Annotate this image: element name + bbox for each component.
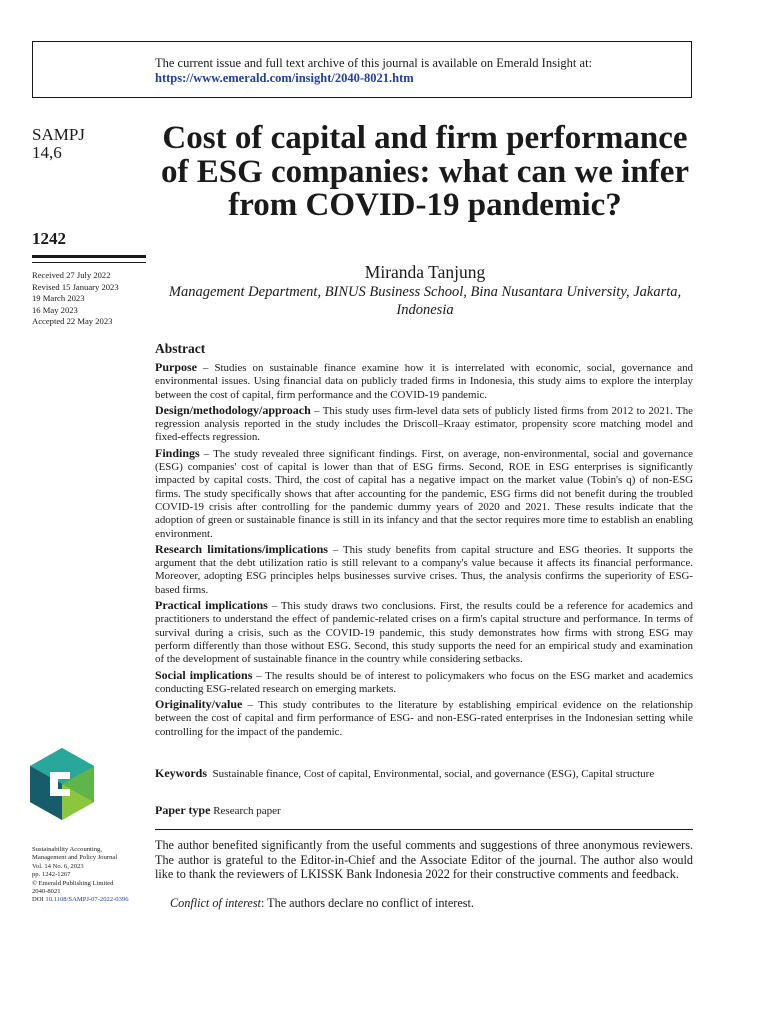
abstract-design <box>155 404 693 445</box>
pub-doi <box>32 896 152 904</box>
abstract-heading: Abstract <box>155 341 206 356</box>
keywords-label: Keywords <box>155 766 207 780</box>
abstract-body <box>155 361 693 741</box>
abstract-limitations <box>155 543 693 597</box>
date-revised: Revised 15 January 2023 <box>32 281 119 292</box>
date-accepted: Accepted 22 May 2023 <box>32 316 113 327</box>
section-label: Findings <box>155 445 200 460</box>
pub-volume: Vol. 14 No. 6, 2023 <box>32 862 84 870</box>
author-name: Miranda Tanjung <box>364 262 486 282</box>
volume-issue: 14,6 <box>32 143 62 162</box>
doi-link[interactable]: 10.1108/SAMPJ-07-2022-0396 <box>45 896 129 904</box>
keywords-text: Sustainable finance, Cost of capital, Environmental, social, and governance (ESG), Capital structure <box>212 768 655 780</box>
paper-type <box>155 803 693 818</box>
conflict-of-interest <box>170 896 690 911</box>
acknowledgement <box>155 838 693 882</box>
section-label: Originality/value <box>155 697 243 712</box>
section-text: – Studies on sustainable finance examine how it is interrelated with economic, social, governance and environmental issues. Using financial data on publicly traded firms in Indonesia, this study aims to explore the interplay between the cost of capital, firm performance and the COVID-19 pandemic. <box>155 362 693 401</box>
abstract-findings <box>155 447 693 541</box>
article-title: Cost of capital and firm performance of ESG companies: what can we infer from COVID-19 pandemic? <box>161 120 689 223</box>
acknowledgement-text: The author benefited significantly from the useful comments and suggestions of three anonymous reviewers. The author is grateful to the Editor-in-Chief and the Associate Editor of the journal. The author also would like to thank the reviewers of LKISSK Bank Indonesia 2022 for their constructive comments and feedback. <box>155 838 693 882</box>
abstract-practical <box>155 599 693 666</box>
journal-code <box>32 126 85 162</box>
journal-abbrev: SAMPJ <box>32 125 85 144</box>
doi-label: DOI <box>32 896 44 904</box>
section-text: – This study benefits from capital structure and ESG theories. It supports the argument that the debt utilization ratio is still relevant to a company's value because it affects its financial performance. Moreover, adopting ESG principles helps businesses survive crises. Thus, the analysis confirms the superiority of ESG-based firms. <box>155 543 693 596</box>
publication-info <box>32 846 152 905</box>
author-affiliation: Management Department, BINUS Business School, Bina Nusantara University, Jakarta, Indonesia <box>168 284 682 318</box>
date-revised-2: 19 March 2023 <box>32 293 85 304</box>
access-notice <box>155 56 592 86</box>
keywords <box>155 767 693 782</box>
date-revised-3: 16 May 2023 <box>32 304 78 315</box>
coi-text: : The authors declare no conflict of interest. <box>260 896 474 910</box>
pub-copyright: © Emerald Publishing Limited <box>32 879 114 887</box>
abstract-purpose <box>155 361 693 402</box>
access-notice-text: The current issue and full text archive of this journal is available on Emerald Insight at: <box>155 56 593 70</box>
section-label: Design/methodology/approach <box>155 402 311 417</box>
section-text: – The results should be of interest to policymakers who focus on the ESG market and academics conducting ESG-related research on emerging markets. <box>155 669 694 695</box>
paper-type-label: Paper type <box>155 803 211 817</box>
acknowledgement-rule <box>155 829 693 830</box>
section-label: Social implications <box>155 667 253 682</box>
section-text: – This study draws two conclusions. First, the results could be a reference for academics and practitioners to understand the effect of pandemic-related crises on a firm's capital structure and performance. In terms of survival during a crisis, such as the COVID-19 pandemic, this study demonstrates how firms with strong ESG may perform differently than those without ESG. Second, this study supports the need for an empirical study and examination of the development of sustainable finance in the country while considering setbacks. <box>155 600 693 666</box>
date-received: Received 27 July 2022 <box>32 270 111 280</box>
coi-label: Conflict of interest <box>170 896 261 910</box>
section-text: – This study contributes to the literature by establishing empirical evidence on the relationship between the cost of capital and firm performance of ESG- and non-ESG-rated enterprises in the Indonesian setting while controlling for the impact of the pandemic. <box>155 699 693 738</box>
sidebar-rule-thin <box>32 262 146 263</box>
paper-type-value: Research paper <box>213 805 281 817</box>
section-label: Practical implications <box>155 598 268 613</box>
section-text: – The study revealed three significant findings. First, on average, non-environmental, social and governance (ESG) companies' cost of capital is lower than that of ESG firms. Second, ROE in ESG enterprises is significantly impacted by capital costs. Third, the cost of capital has a negative impact on the market value (Tobin's q) of non-ESG firms. The study specifically shows that after accounting for the pandemic, ESG firms did not benefit during the troubled COVID-19 crisis after controlling for the pandemic dummy years of 2020 and 2021. These results indicate that the adoption of green or sustainable finance is still in its infancy and that the sector requires more time to establish an enabling environment. <box>155 447 693 540</box>
abstract-originality <box>155 698 693 739</box>
pub-issn: 2040-8021 <box>32 888 61 896</box>
pub-pages: pp. 1242-1267 <box>32 871 71 879</box>
section-text: – This study uses firm-level data sets of publicly listed firms from 2012 to 2021. The regression analysis reported in the study includes the Driscoll–Kraay estimator, propensity score matching model and fixed-effects regression. <box>155 404 693 444</box>
pub-journal-line-2: Management and Policy Journal <box>32 854 118 862</box>
section-label: Purpose <box>155 360 197 374</box>
history-dates <box>32 270 152 328</box>
pub-journal-line-1: Sustainability Accounting, <box>32 846 102 853</box>
page-number: 1242 <box>32 229 66 248</box>
section-label: Research limitations/implications <box>155 541 328 556</box>
abstract-social <box>155 669 693 697</box>
sidebar-rule-thick <box>32 255 146 258</box>
journal-url-link[interactable]: https://www.emerald.com/insight/2040-8021.htm <box>155 71 414 85</box>
emerald-publishing-logo-icon <box>30 748 94 820</box>
access-notice-box <box>32 41 692 98</box>
